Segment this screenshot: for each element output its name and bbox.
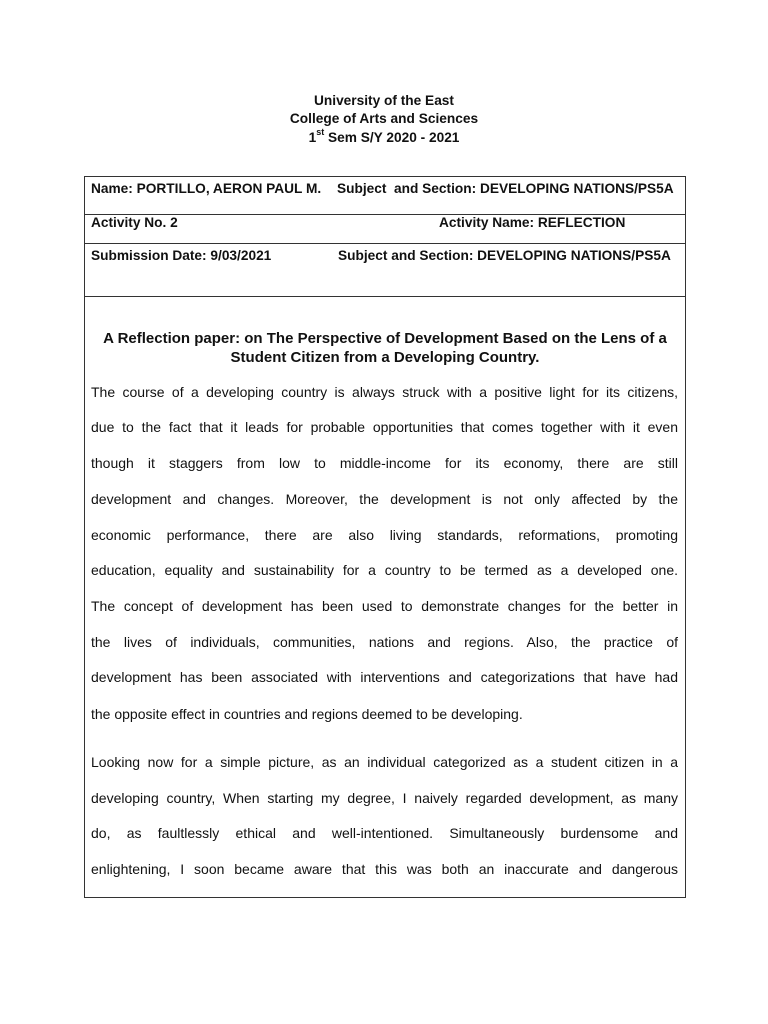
paragraph-line: development has been associated with interventions and categorizations that have had (91, 669, 678, 685)
paragraph-line: though it staggers from low to middle-income for its economy, there are still (91, 455, 678, 471)
reflection-title: Student Citizen from a Developing Country. (230, 349, 540, 366)
paragraph-line: The concept of development has been used to demonstrate changes for the better in (91, 598, 678, 614)
table-divider (84, 296, 686, 297)
paragraph-line: The course of a developing country is always struck with a positive light for its citizens, (91, 384, 678, 400)
semester-text: Sem S/Y 2020 - 2021 (324, 130, 460, 145)
paragraph-line: development and changes. Moreover, the development is not only affected by the (91, 491, 678, 507)
paragraph-line: due to the fact that it leads for probable opportunities that comes together with it even (91, 419, 678, 435)
student-name-field: Name: PORTILLO, AERON PAUL M. (91, 181, 322, 196)
paragraph-line: do, as faultlessly ethical and well-intentioned. Simultaneously burdensome and (91, 825, 678, 841)
submission-date-field: Submission Date: 9/03/2021 (91, 248, 272, 263)
paragraph-line: the lives of individuals, communities, nations and regions. Also, the practice of (91, 634, 678, 650)
semester-number: 1 (308, 130, 317, 145)
paragraph-line: education, equality and sustainability for a country to be termed as a developed one. (91, 562, 678, 578)
semester-line (0, 129, 768, 146)
table-divider (84, 243, 686, 244)
reflection-title: A Reflection paper: on The Perspective of Development Based on the Lens of a (103, 330, 667, 347)
paragraph-line: developing country, When starting my degree, I naively regarded development, as many (91, 790, 678, 806)
paragraph-line: Looking now for a simple picture, as an individual categorized as a student citizen in a (91, 754, 678, 770)
subject-section-field: Subject and Section: DEVELOPING NATIONS/PS5A (338, 248, 671, 263)
semester-ordinal-suffix: st (316, 127, 325, 138)
activity-number-field: Activity No. 2 (91, 215, 178, 230)
subject-section-field: Subject and Section: DEVELOPING NATIONS/PS5A (337, 181, 674, 196)
paragraph-line: the opposite effect in countries and regions deemed to be developing. (91, 706, 523, 722)
paragraph-line: enlightening, I soon became aware that this was both an inaccurate and dangerous (91, 861, 678, 877)
university-name: University of the East (314, 93, 454, 108)
paragraph-line: economic performance, there are also living standards, reformations, promoting (91, 527, 678, 543)
college-name: College of Arts and Sciences (289, 111, 479, 126)
activity-name-field: Activity Name: REFLECTION (439, 215, 626, 230)
